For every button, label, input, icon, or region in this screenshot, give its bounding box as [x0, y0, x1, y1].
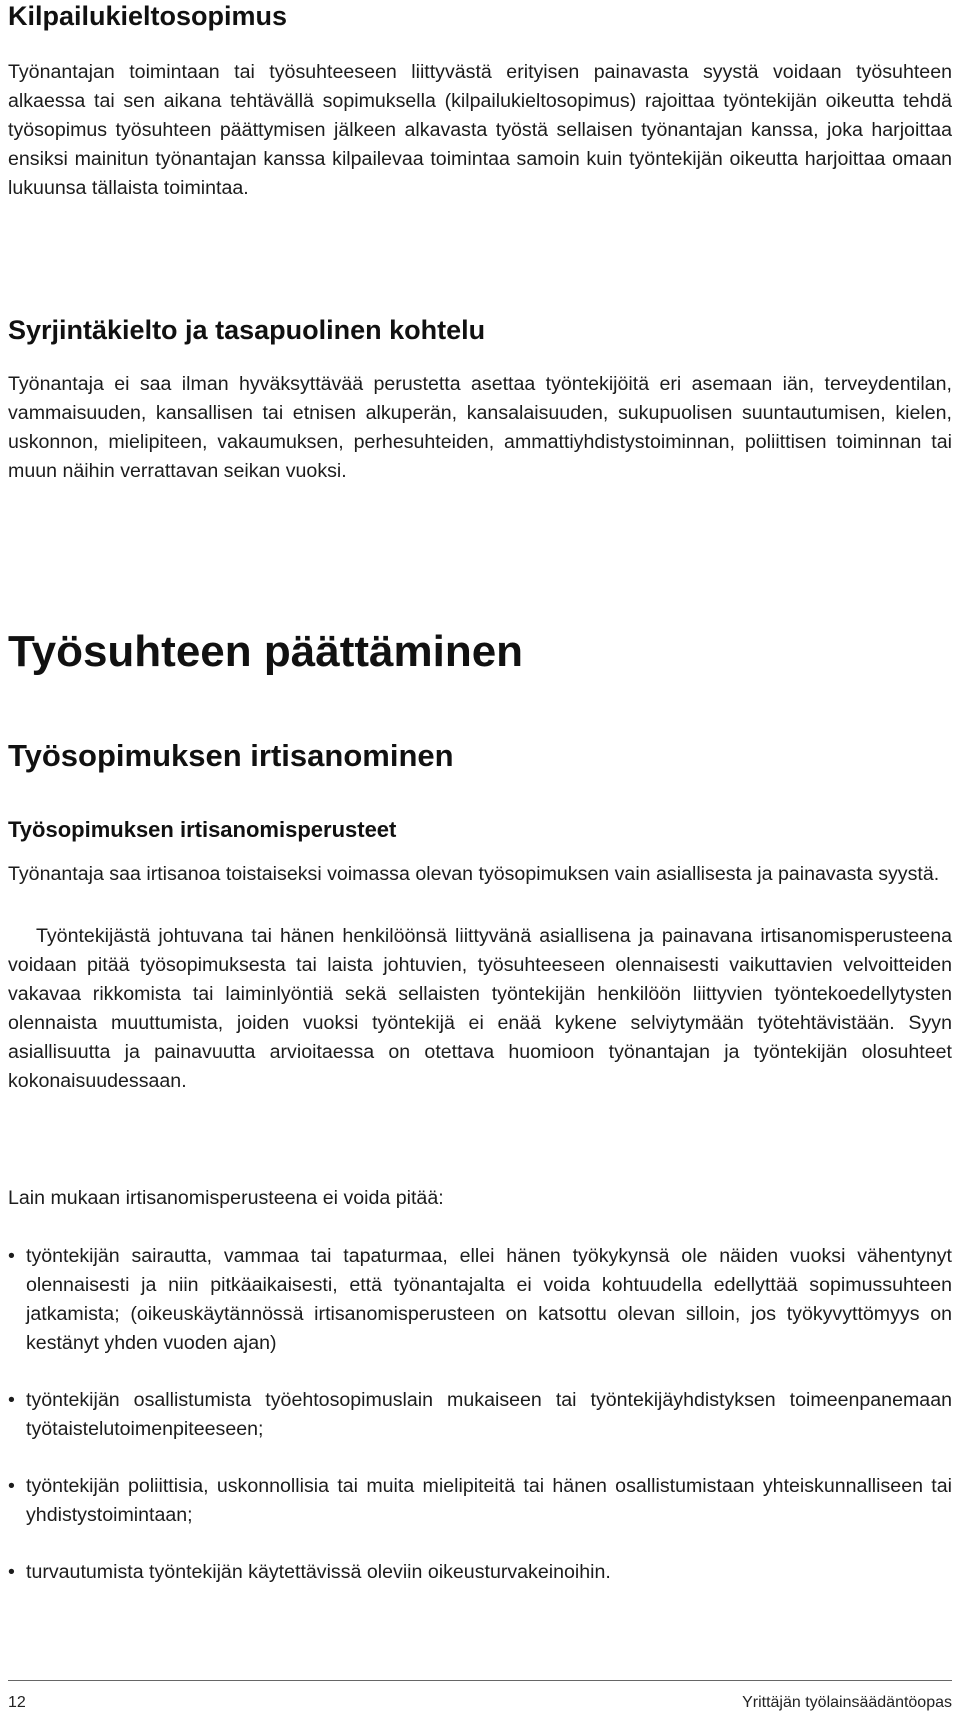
section-heading-kilpailukieltosopimus: Kilpailukieltosopimus [8, 1, 288, 31]
list-item [8, 1472, 952, 1530]
chapter-title: Työsuhteen päättäminen [8, 627, 524, 676]
bullet-icon: • [8, 1561, 15, 1583]
section-heading-syrjintakielto: Syrjintäkielto ja tasapuolinen kohtelu [8, 315, 486, 345]
page-number: 12 [8, 1694, 26, 1711]
grounds-list [8, 1242, 952, 1615]
list-item [8, 1386, 952, 1444]
list-item [8, 1242, 952, 1358]
footer-divider [8, 1680, 952, 1681]
bullet-icon: • [8, 1389, 15, 1411]
syrjintakielto-paragraph: Työnantaja ei saa ilman hyväksyttävää perustetta asettaa työntekijöitä eri asemaan iän, terveydentilan, vammaisuuden, kansallisen tai etnisen alkuperän, kansalaisuuden, sukupuolisen suuntautumisen, kielen, uskonnon, mielipiteen, vakaumuksen, perhesuhteiden, ammattiyhdistystoiminnan, poliittisen toiminnan tai muun näihin verrattavan seikan vuoksi. [8, 373, 952, 482]
publication-title: Yrittäjän työlainsäädäntöopas [742, 1694, 952, 1711]
irtisanominen-paragraph-1: Työnantaja saa irtisanoa toistaiseksi voimassa olevan työsopimuksen vain asiallisesta ja painavasta syystä. [8, 863, 940, 885]
subsubheading-irtisanomisperusteet: Työsopimuksen irtisanomisperusteet [8, 817, 397, 842]
list-item [8, 1558, 952, 1587]
list-item-text: työntekijän sairautta, vammaa tai tapaturmaa, ellei hänen työkykynsä ole näiden vuoksi vähentynyt olennaisesti ja niin pitkäaikaisesti, että työnantajalta ei voida kohtuudella edellyttää sopimussuhteen jatkamista; (oikeuskäytännössä irtisanomisperusteen on katsottu olevan silloin, jos työkyvyttömyys on kestänyt yhden vuoden ajan) [26, 1245, 952, 1354]
bullet-icon: • [8, 1475, 15, 1497]
subheading-irtisanominen: Työsopimuksen irtisanominen [8, 738, 454, 773]
irtisanominen-paragraph-2: Työntekijästä johtuvana tai hänen henkilöönsä liittyvänä asiallisena ja painavana irtisanomisperusteena voidaan pitää työsopimuksesta tai laista johtuvien, työsuhteeseen olennaisesti vaikuttavien velvoitteiden vakavaa rikkomista tai laiminlyöntiä sekä sellaisten työntekijän henkilöön liittyvien työntekoedellytysten olennaista muuttumista, joiden vuoksi työntekijä ei enää kykene selviytymään työtehtävistään. Syyn asiallisuutta ja painavuutta arvioitaessa on otettava huomioon työnantajan ja työntekijän olosuhteet kokonaisuudessaan. [8, 925, 952, 1092]
list-item-text: työntekijän osallistumista työehtosopimuslain mukaiseen tai työntekijäyhdistyksen toimeenpanemaan työtaistelutoimenpiteeseen; [26, 1389, 952, 1440]
list-item-text: työntekijän poliittisia, uskonnollisia tai muita mielipiteitä tai hänen osallistumistaan yhteiskunnalliseen tai yhdistystoimintaan; [26, 1475, 952, 1526]
list-intro: Lain mukaan irtisanomisperusteena ei voida pitää: [8, 1187, 444, 1209]
kilpailukielto-paragraph: Työnantajan toimintaan tai työsuhteeseen liittyvästä erityisen painavasta syystä voidaan työsuhteen alkaessa tai sen aikana tehtävällä sopimuksella (kilpailukieltosopimus) rajoittaa työntekijän oikeutta tehdä työsopimus työsuhteen päättymisen jälkeen alkavasta työstä sellaisen työnantajan kanssa, joka harjoittaa ensiksi mainitun työnantajan kanssa kilpailevaa toimintaa samoin kuin työntekijän oikeutta harjoittaa omaan lukuunsa tällaista toimintaa. [8, 61, 952, 199]
bullet-icon: • [8, 1245, 15, 1267]
list-item-text: turvautumista työntekijän käytettävissä oleviin oikeusturvakeinoihin. [26, 1561, 611, 1583]
